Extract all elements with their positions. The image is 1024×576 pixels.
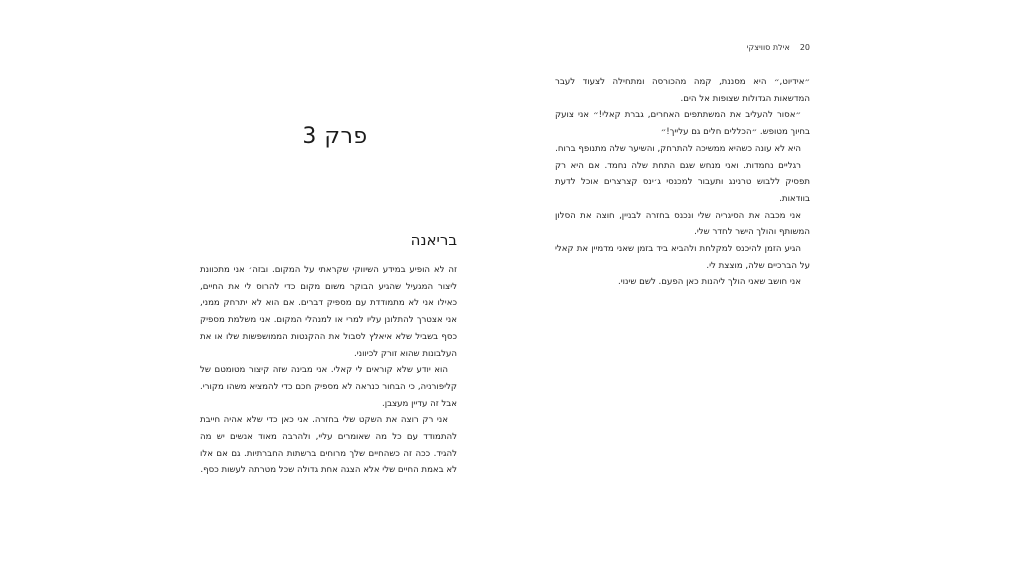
paragraph: ״אידיוט,״ היא מסננת, קמה מהכורסה ומתחילה לצעוד לעבר המדשאות הגדולות שצופות אל הים. [555, 77, 810, 104]
chapter-title: פרק 3 [302, 124, 368, 149]
right-page [555, 0, 825, 576]
paragraph: אני מכבה את הסיגריה שלי ונכנס בחזרה לבניין, חוצה את הסלון המשותף והולך הישר לחדר שלי. [555, 210, 810, 238]
left-body-text [200, 262, 457, 479]
left-page [200, 0, 470, 576]
paragraph: הגיע הזמן להיכנס למקלחת ולהביא ביד בזמן שאני מדמיין את קאלי על הברכיים שלה, מוצצת לי. [555, 244, 810, 271]
paragraph: אני חושב שאני הולך ליהנות כאן הפעם. לשם שינוי. [617, 277, 801, 288]
page-number: 20 [799, 43, 810, 52]
running-head [555, 43, 810, 52]
right-body-text [555, 74, 810, 291]
paragraph: זה לא הופיע במידע השיווקי שקראתי על המקום. ובזה׳ אני מתכוונת ליצור המגעיל שהגיע הבוקר משום מקום כדי להרוס לי את החיים, כאילו אני לא מתמודדת עם מספיק דברים. אם הוא לא יתרחק ממני, אני אצטרך להתלונן עליו למרי או למנהלי המקום. אני משלמת מספיק כסף בשביל שלא איאלץ לסבול את ההקנטות הממושפשות שלו או את העלבונות שהוא זורק לכיווני. [200, 265, 457, 359]
paragraph: הוא יודע שלא קוראים לי קאלי. אני מבינה שזה קיצור מטומטם של קליפורניה, כי הבחור כנראה לא מספיק חכם כדי להמציא משהו מקורי. אבל זה עדיין מעצבן. [200, 365, 457, 409]
paragraph: אני רק רוצה את השקט שלי בחזרה. אני כאן כדי שלא אהיה חייבת להתמודד עם כל מה שאומרים עליי, ולהרבה מאוד אנשים יש מה להגיד. ככה זה כשהחיים שלך מרוחים ברשתות החברתיות. גם אם אלו לא באמת החיים שלי אלא הצגה אחת גדולה שכל מטרתה לעשות כסף. [200, 415, 457, 476]
paragraph: רגליים נחמדות. ואני מנחש שגם התחת שלה נחמד. אם היא רק תפסיק ללבוש טרנינג ותעבור למכנסי ג׳ינס קצרצרים אוכל לדעת בוודאות. [555, 160, 810, 204]
author-name: אילת סוויצקי [746, 43, 790, 52]
section-title: בריאנה [410, 231, 457, 249]
paragraph: ״אסור להעליב את המשתתפים האחרים, גברת קאלי!״ אני צועק בחיוך מטופש. ״הכללים חלים גם עלייך!״ [555, 110, 810, 138]
paragraph: היא לא עונה כשהיא ממשיכה להתרחק, והשיער שלה מתנופף ברוח. [555, 143, 801, 154]
